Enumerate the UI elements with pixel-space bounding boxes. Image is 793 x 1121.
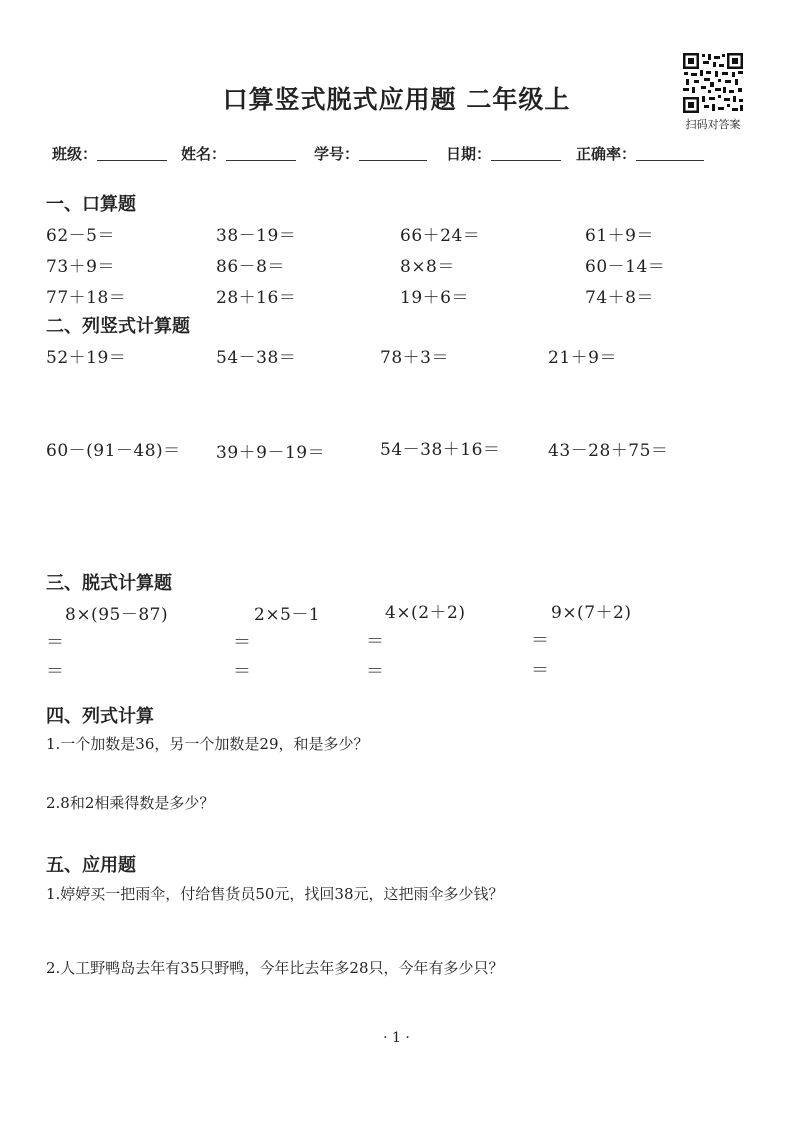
oral-problem: 66＋24＝ (400, 226, 481, 246)
word-problem: 2.人工野鸭岛去年有35只野鸭，今年比去年多28只，今年有多少只？ (46, 959, 504, 977)
info-date-blank[interactable] (491, 146, 561, 161)
oral-problem: 86－8＝ (216, 257, 285, 277)
oral-problem: 38－19＝ (216, 226, 297, 246)
oral-problem: 19＋6＝ (400, 288, 469, 308)
info-class-label: 班级： (52, 145, 98, 163)
equals-sign: ＝ (233, 661, 251, 682)
info-class-blank[interactable] (97, 146, 167, 161)
vertical-problem: 78＋3＝ (380, 348, 449, 368)
vertical-problem: 39＋9－19＝ (216, 443, 326, 463)
word-problem: 2.8和2相乘得数是多少？ (46, 794, 215, 812)
oral-problem: 74＋8＝ (585, 288, 654, 308)
stepwise-problem: 4×(2＋2) (385, 603, 466, 623)
oral-problem: 73＋9＝ (46, 257, 115, 277)
stepwise-problem: 9×(7＋2) (551, 603, 632, 623)
info-student-id-blank[interactable] (359, 146, 427, 161)
section-1-title: 一、口算题 (46, 194, 136, 215)
equals-sign: ＝ (233, 632, 251, 653)
vertical-problem: 54－38＋16＝ (380, 440, 501, 460)
page-title: 口算竖式脱式应用题 二年级上 (222, 85, 571, 114)
equals-sign: ＝ (531, 630, 549, 651)
oral-problem: 8×8＝ (400, 257, 455, 277)
info-accuracy-label: 正确率： (576, 145, 637, 163)
word-problem: 1.婷婷买一把雨伞，付给售货员50元，找回38元，这把雨伞多少钱？ (46, 885, 504, 903)
oral-problem: 62－5＝ (46, 226, 115, 246)
section-3-title: 三、脱式计算题 (46, 573, 172, 594)
info-name (181, 143, 296, 164)
section-4-title: 四、列式计算 (46, 706, 154, 727)
oral-problem: 28＋16＝ (216, 288, 297, 308)
section-2-title: 二、列竖式计算题 (46, 316, 190, 337)
stepwise-problem: 2×5－1 (254, 605, 321, 625)
vertical-problem: 54－38＝ (216, 348, 297, 368)
page-number: · 1 · (383, 1030, 410, 1046)
info-date (446, 143, 561, 164)
info-name-blank[interactable] (226, 146, 296, 161)
oral-problem: 77＋18＝ (46, 288, 127, 308)
equals-sign: ＝ (46, 632, 64, 653)
oral-problem: 60－14＝ (585, 257, 666, 277)
stepwise-problem: 8×(95－87) (65, 605, 169, 625)
equals-sign: ＝ (366, 661, 384, 682)
info-class (52, 143, 167, 164)
vertical-problem: 43－28＋75＝ (548, 441, 669, 461)
info-student-id (314, 143, 427, 164)
vertical-problem: 60－(91－48)＝ (46, 441, 181, 461)
info-accuracy-blank[interactable] (636, 146, 704, 161)
vertical-problem: 52＋19＝ (46, 348, 127, 368)
info-student-id-label: 学号： (314, 145, 360, 163)
info-date-label: 日期： (446, 145, 492, 163)
qr-caption: 扫码对答案 (685, 118, 741, 131)
vertical-problem: 21＋9＝ (548, 348, 617, 368)
word-problem: 1.一个加数是36，另一个加数是29，和是多少？ (46, 735, 369, 753)
oral-problem: 61＋9＝ (585, 226, 654, 246)
info-accuracy (576, 143, 704, 164)
section-5-title: 五、应用题 (46, 855, 136, 876)
equals-sign: ＝ (531, 660, 549, 681)
qr-code-icon (682, 52, 744, 114)
info-name-label: 姓名： (181, 145, 227, 163)
equals-sign: ＝ (366, 631, 384, 652)
equals-sign: ＝ (46, 661, 64, 682)
